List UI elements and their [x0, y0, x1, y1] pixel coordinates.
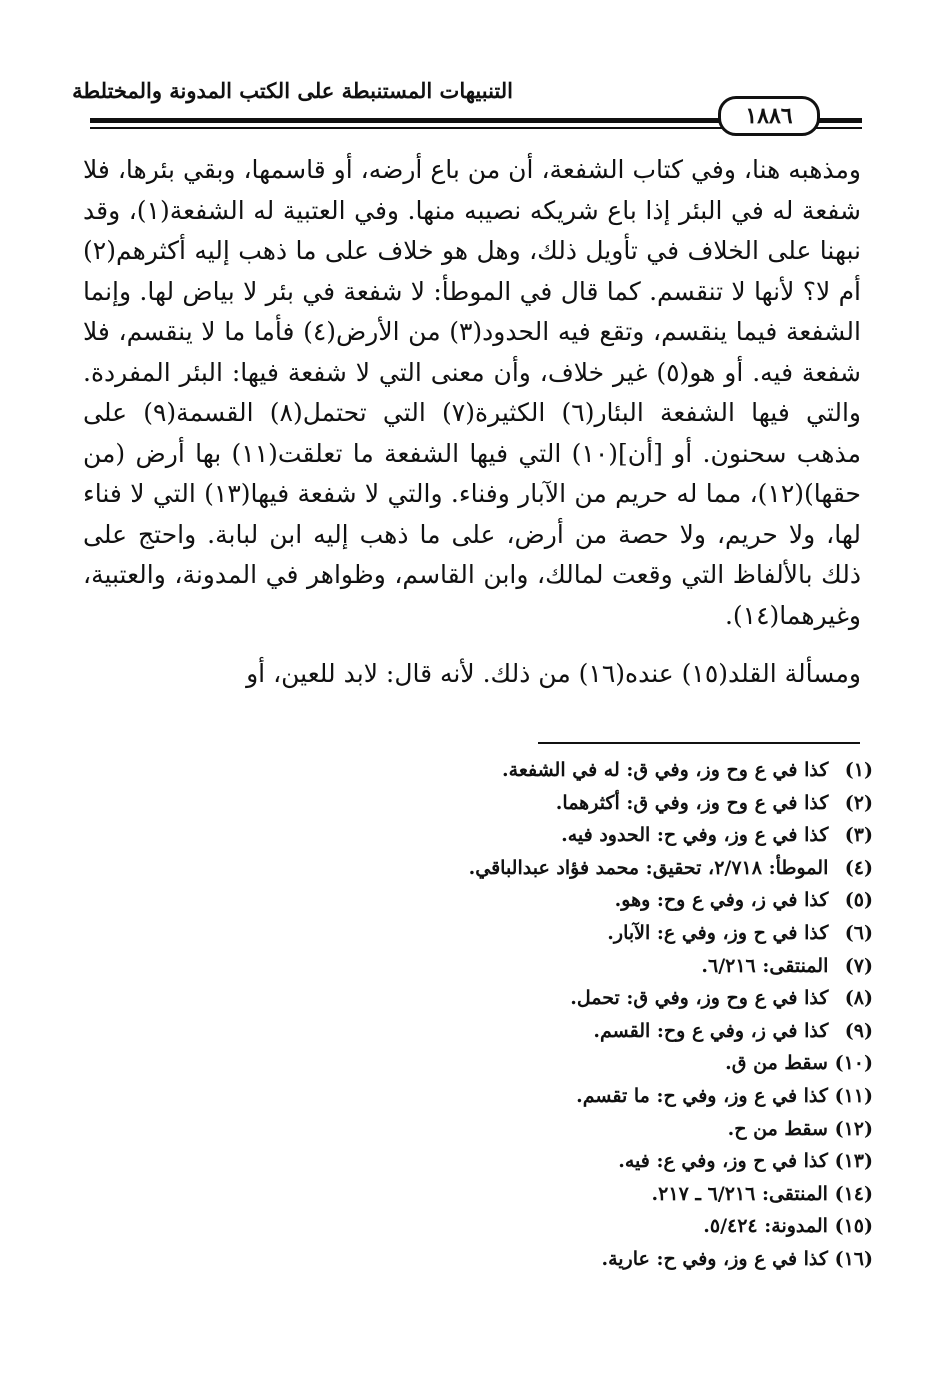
- footnote-item: [173, 1080, 873, 1113]
- footnote-number: (٧): [844, 954, 873, 977]
- footnote-number: (٦): [844, 921, 873, 944]
- footnote-text: كذا في ز، وفي ع وح: وهو.: [614, 889, 829, 912]
- footnote-text: الموطأ: ٢/٧١٨، تحقيق: محمد فؤاد عبدالباقي.: [468, 856, 829, 879]
- footnote-item: [173, 982, 873, 1015]
- footnote-number: (١٦): [834, 1247, 873, 1270]
- footnote-item: [173, 884, 873, 917]
- footnote-number: (٢): [844, 791, 873, 814]
- footnote-text: كذا في ز، وفي ع وح: القسم.: [593, 1019, 829, 1042]
- footnote-text: كذا في ع وح وز، وفي ق: له في الشفعة.: [502, 759, 829, 781]
- footnote-number: (١): [844, 759, 873, 781]
- footnote-text: سقط من ق.: [725, 1052, 828, 1075]
- page-number: ١٨٨٦: [718, 96, 820, 136]
- footnote-number: (٩): [844, 1019, 873, 1042]
- footnote-text: كذا في ح وز، وفي ع: الآبار.: [607, 921, 829, 944]
- footnote-item: [173, 852, 873, 885]
- footnote-number: (١٤): [834, 1182, 873, 1205]
- footnote-item: [173, 754, 873, 787]
- running-title: التنبيهات المستنبطة على الكتب المدونة والمختلطة: [72, 78, 513, 103]
- footnote-number: (١١): [834, 1084, 873, 1107]
- footnote-item: [173, 950, 873, 983]
- main-text: [83, 150, 861, 695]
- footnote-text: سقط من ح.: [727, 1117, 828, 1140]
- footnote-text: كذا في ع وز، وفي ح: عارية.: [601, 1247, 828, 1270]
- footnote-text: كذا في ع وح وز، وفي ق: تحمل.: [570, 987, 829, 1010]
- footnote-item: [173, 1145, 873, 1178]
- footnote-item: [173, 787, 873, 820]
- footnote-text: المنتقى: ٦/٢١٦ ـ ٢١٧.: [651, 1182, 828, 1205]
- footnote-item: [173, 1113, 873, 1146]
- footnote-text: كذا في ع وز، وفي ح: الحدود فيه.: [561, 824, 829, 847]
- footnote-text: كذا في ح وز، وفي ع: فيه.: [618, 1150, 828, 1173]
- footnote-text: كذا في ع وح وز، وفي ق: أكثرهما.: [555, 791, 829, 814]
- footnote-item: [173, 819, 873, 852]
- footnote-text: المنتقى: ٦/٢١٦.: [701, 954, 829, 977]
- paragraph-1: ومذهبه هنا، وفي كتاب الشفعة، أن من باع أرضه، أو قاسمها، وبقي بئرها، فلا شفعة له في البئر إذا باع شريكه نصيبه منها. وفي العتبية له الشفعة(١)، وقد نبهنا على الخلاف في تأويل ذلك، وهل هو خلاف على ما ذهب إليه أكثرهم(٢) أم لا؟ لأنها لا تنقسم. كما قال في الموطأ: لا شفعة في بئر لا بياض لها. وإنما الشفعة فيما ينقسم، وتقع فيه الحدود(٣) من الأرض(٤) فأما ما لا ينقسم، فلا شفعة فيه. أو هو(٥) غير خلاف، وأن معنى التي لا شفعة فيها: البئر المفردة. والتي فيها الشفعة البئار(٦) الكثيرة(٧) التي تحتمل(٨) القسمة(٩) على مذهب سحنون. أو [أن](١٠) التي فيها الشفعة ما تعلقت(١١) بها أرض (من حقها)(١٢)، مما له حريم من الآبار وفناء. والتي لا شفعة فيها(١٣) التي لا فناء لها، ولا حريم، ولا حصة من أرض، على ما ذهب إليه ابن لبابة. واحتج على ذلك بالألفاظ التي وقعت لمالك، وابن القاسم، وظواهر في المدونة، والعتبية، وغيرهما(١٤).: [83, 155, 862, 630]
- footnote-number: (٨): [844, 987, 873, 1010]
- footnote-item: [173, 1015, 873, 1048]
- footnote-number: (٤): [844, 856, 873, 879]
- paragraph-2: ومسألة القلد(١٥) عنده(١٦) من ذلك. لأنه قال: لابد للعين، أو: [246, 659, 861, 688]
- footnote-item: [173, 1243, 873, 1276]
- footnote-text: المدونة: ٥/٤٢٤.: [703, 1215, 828, 1238]
- footnote-number: (١٣): [834, 1150, 873, 1173]
- footnotes: [173, 754, 873, 1276]
- footnote-number: (١٥): [834, 1215, 873, 1238]
- footnote-item: [173, 1178, 873, 1211]
- footnote-item: [173, 917, 873, 950]
- footnote-item: [173, 1047, 873, 1080]
- footnote-number: (١٢): [834, 1117, 873, 1140]
- footnote-number: (٣): [844, 824, 873, 847]
- footnote-item: [173, 1210, 873, 1243]
- footnote-text: كذا في ع وز، وفي ح: ما تقسم.: [576, 1084, 828, 1107]
- footnote-number: (١٠): [834, 1052, 873, 1075]
- footnote-separator: [538, 742, 860, 744]
- footnote-number: (٥): [844, 889, 873, 912]
